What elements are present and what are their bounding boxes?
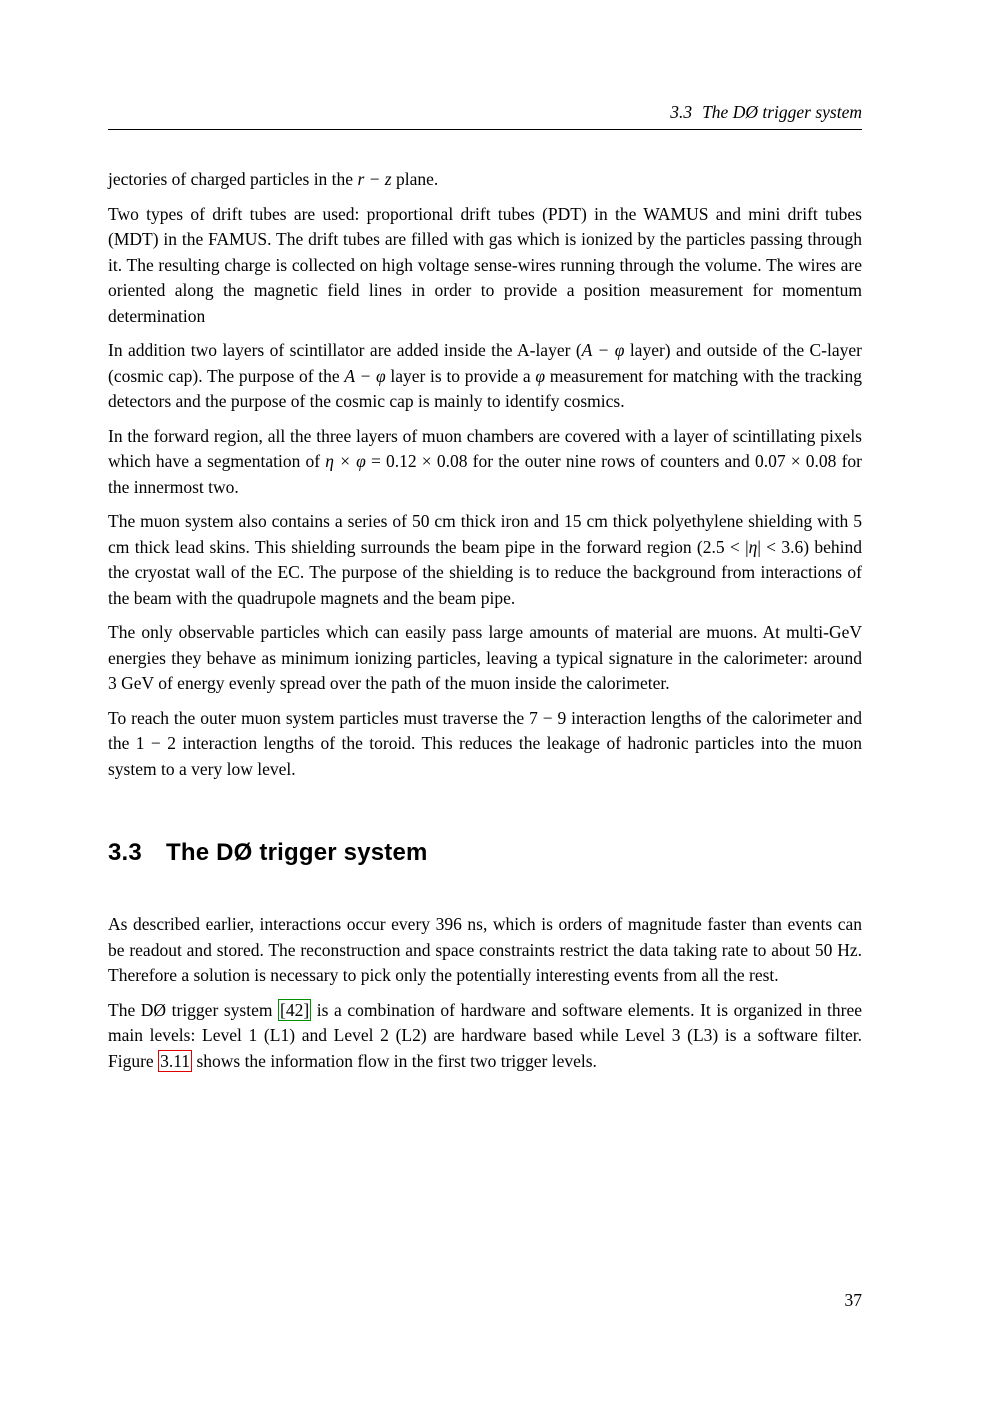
text-run: As described earlier, interactions occur every 396 ns, which is orders of magnitude faster than events can be readout and stored. The reconstruction and space constraints restrict the data taking rate to about 50 Hz. Therefore a solution is necessary to pick only the potentially interesting events from all the rest. [108, 914, 862, 985]
text-run: plane. [391, 169, 439, 189]
inline-math: η × φ [325, 451, 366, 471]
paragraph [108, 338, 862, 415]
paragraph [108, 202, 862, 330]
running-header-section-number: 3.3 [670, 102, 693, 122]
page-footer [845, 1290, 863, 1311]
running-header [108, 0, 862, 122]
text-run: | < 3.6) behind the cryostat wall of the EC. The purpose of the shielding is to reduce the background from interactions of the beam with the quadrupole magnets and the beam pipe. [108, 536, 862, 608]
text-run: layer is to provide a [385, 365, 536, 386]
body-text-lower [108, 912, 862, 1074]
text-run: = 0.12 × 0.08 for the outer nine rows of counters and 0.07 × 0.08 for the innermost two. [108, 451, 862, 497]
citation-link[interactable]: [42] [280, 999, 310, 1020]
text-run: In addition two layers of scintillator are added inside the A-layer ( [108, 340, 582, 360]
section-title: The DØ trigger system [165, 839, 428, 866]
page-number: 37 [844, 1290, 862, 1310]
paragraph [108, 167, 862, 193]
inline-math: A − φ [344, 365, 386, 386]
header-rule [108, 129, 862, 130]
paragraph [108, 620, 862, 697]
running-header-title: The DØ trigger system [702, 102, 862, 122]
text-run: The muon system also contains a series of 50 cm thick iron and 15 cm thick polyethylene shielding with 5 cm thick lead skins. This shielding surrounds the beam pipe in the forward region (2.5 < | [108, 511, 862, 557]
section-heading [108, 838, 862, 868]
paragraph [108, 912, 862, 989]
text-run: layer) and outside of the C-layer (cosmic cap). The purpose of the [108, 340, 862, 386]
paragraph [108, 706, 862, 783]
inline-math: r − z [357, 169, 392, 189]
text-run: shows the information flow in the first two trigger levels. [192, 1050, 597, 1071]
figure-reference-link[interactable]: 3.11 [160, 1050, 191, 1071]
text-run: To reach the outer muon system particles must traverse the 7 − 9 interaction lengths of the calorimeter and the 1 − 2 interaction lengths of the toroid. This reduces the leakage of hadronic particles into the muon system to a very low level. [108, 707, 862, 779]
text-run: measurement for matching with the tracking detectors and the purpose of the cosmic cap is mainly to identify cosmics. [108, 365, 862, 411]
text-run: is a combination of hardware and software elements. It is organized in three main levels: Level 1 (L1) and Level 2 (L2) are hardware based while Level 3 (L3) is a software filter. Figure [108, 999, 862, 1071]
inline-math: η [748, 536, 758, 557]
paragraph [108, 998, 862, 1075]
body-text-upper [108, 167, 862, 782]
paragraph [108, 509, 862, 611]
text-run: jectories of charged particles in the [108, 169, 358, 189]
text-run: Two types of drift tubes are used: proportional drift tubes (PDT) in the WAMUS and mini drift tubes (MDT) in the FAMUS. The drift tubes are filled with gas which is ionized by the particles passing through it. The resulting charge is collected on high voltage sense-wires running through the volume. The wires are oriented along the magnetic field lines in order to provide a position measurement for momentum determination [108, 203, 862, 326]
inline-math: A − φ [581, 340, 625, 360]
inline-math: φ [535, 365, 546, 386]
section-number: 3.3 [108, 839, 142, 866]
paragraph [108, 424, 862, 501]
text-run: The DØ trigger system [108, 999, 279, 1020]
text-run: The only observable particles which can easily pass large amounts of material are muons. At multi-GeV energies they behave as minimum ionizing particles, leaving a typical signature in the calorimeter: around 3 GeV of energy evenly spread over the path of the muon inside the calorimeter. [108, 622, 862, 693]
text-run: In the forward region, all the three layers of muon chambers are covered with a layer of scintillating pixels which have a segmentation of [108, 425, 862, 471]
